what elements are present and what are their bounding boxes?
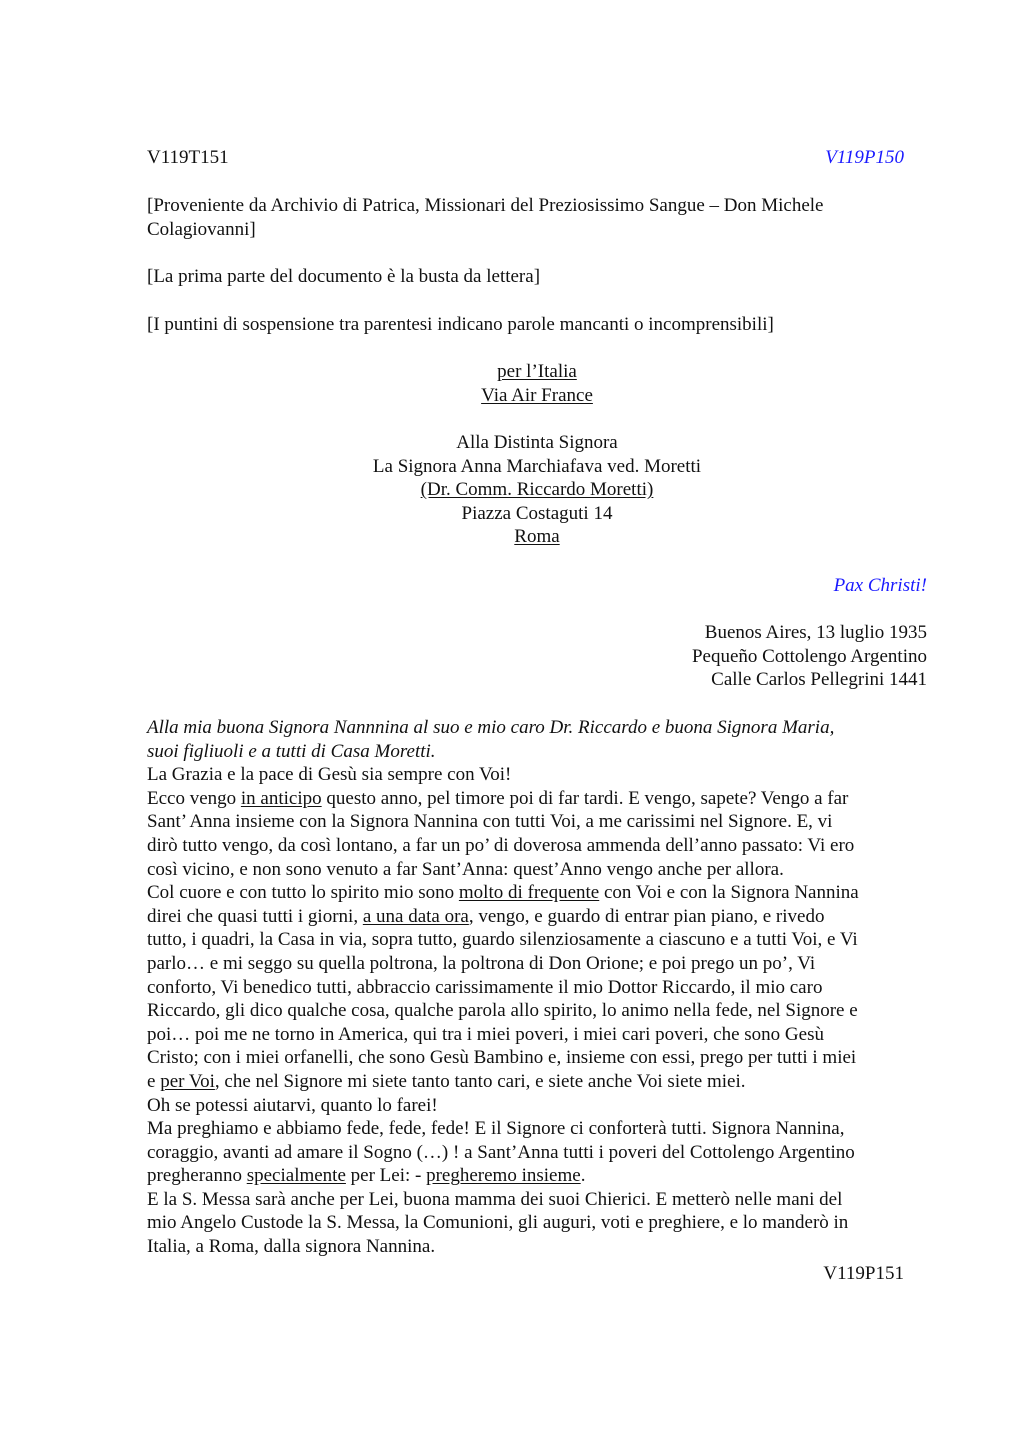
paragraph-1-line-3: dirò tutto vengo, da così lontano, a far un po’ di doverosa ammenda dell’anno passato: Vi ero — [147, 834, 855, 856]
paragraph-2-line-6: Riccardo, gli dico qualche cosa, qualche parola allo spirito, lo animo nella fede, nel Signore e — [147, 1000, 858, 1022]
underlined-molto-di-frequente: molto di frequente — [458, 882, 600, 904]
envelope-note: [La prima parte del documento è la busta da lettera] — [147, 266, 541, 287]
paragraph-5-line-1: E la S. Messa sarà anche per Lei, buona mamma dei suoi Chierici. E metterò nelle mani del — [147, 1188, 843, 1210]
paragraph-5-line-3: Italia, a Roma, dalla signora Nannina. — [147, 1236, 436, 1258]
institution: Pequeño Cottolengo Argentino — [691, 645, 927, 667]
paragraph-2-line-5: conforto, Vi benedico tutti, abbraccio carissimamente il mio Dottor Riccardo, il mio caro — [147, 976, 823, 998]
page-ref-bottom: V119P151 — [823, 1263, 904, 1284]
paragraph-2-line-7: poi… poi me ne torno in America, qui tra i miei poveri, i miei cari poveri, che sono Gesù — [147, 1023, 824, 1045]
routing-line-1: per l’Italia — [497, 361, 577, 382]
street-address: Calle Carlos Pellegrini 1441 — [711, 669, 927, 691]
paragraph-1-line-1: Ecco vengo in anticipo questo anno, pel timore poi di far tardi. E vengo, sapete? Vengo a far — [147, 787, 849, 809]
letter-heading — [147, 621, 927, 692]
page-ref-top: V119P150 — [825, 147, 904, 168]
provenance-line-1: [Proveniente da Archivio di Patrica, Missionari del Preziosissimo Sangue – Don Michele — [147, 195, 824, 216]
routing-line-2: Via Air France — [481, 384, 593, 406]
paragraph-1-line-4: così vicino, e non sono venuto a far Sant’Anna: quest’Anno vengo anche per allora. — [147, 858, 784, 880]
paragraph-4-line-2: coraggio, avanti ad amare il Sogno (…) ! a Sant’Anna tutti i poveri del Cottolengo Argentino — [147, 1141, 855, 1163]
provenance-line-2: Colagiovanni] — [147, 218, 256, 240]
paragraph-2-line-9: e per Voi, che nel Signore mi siete tanto tanto cari, e siete anche Voi siete miei. — [147, 1070, 746, 1092]
provenance-note — [147, 194, 927, 241]
paragraph-5-line-2: mio Angelo Custode la S. Messa, la Comunioni, gli auguri, voti e preghiere, e lo manderò in — [147, 1212, 849, 1234]
envelope-routing — [147, 360, 927, 407]
underlined-a-una-data-ora: a una data ora — [362, 905, 469, 927]
address-line-3: (Dr. Comm. Riccardo Moretti) — [420, 479, 654, 501]
salutation: Pax Christi! — [833, 575, 927, 596]
paragraph-4-line-3: pregheranno specialmente per Lei: - pregheremo insieme. — [147, 1165, 586, 1187]
address-line-2: La Signora Anna Marchiafava ved. Moretti — [372, 455, 702, 477]
dedication-line-1: Alla mia buona Signora Nannnina al suo e mio caro Dr. Riccardo e buona Signora Maria, — [147, 717, 835, 738]
underlined-in-anticipo: in anticipo — [240, 787, 322, 809]
letter-body — [147, 716, 927, 1259]
place-date: Buenos Aires, 13 luglio 1935 — [704, 622, 927, 643]
address-line-1: Alla Distinta Signora — [456, 432, 618, 453]
paragraph-4-line-1: Ma preghiamo e abbiamo fede, fede, fede! E il Signore ci conforterà tutti. Signora Nannina, — [147, 1118, 845, 1140]
paragraph-1-line-2: Sant’ Anna insieme con la Signora Nannina con tutti Voi, a me carissimi nel Signore. E, vi — [147, 811, 833, 833]
paragraph-2-line-1: Col cuore e con tutto lo spirito mio sono molto di frequente con Voi e con la Signora Nannina — [147, 882, 859, 904]
doc-id: V119T151 — [147, 147, 229, 168]
paragraph-3: Oh se potessi aiutarvi, quanto lo farei! — [147, 1094, 438, 1116]
paragraph-2-line-8: Cristo; con i miei orfanelli, che sono Gesù Bambino e, insieme con essi, prego per tutti i miei — [147, 1047, 857, 1069]
underlined-pregheremo-insieme: pregheremo insieme — [426, 1165, 581, 1187]
greeting: La Grazia e la pace di Gesù sia sempre con Voi! — [147, 764, 512, 786]
envelope-address — [147, 431, 927, 549]
address-line-4: Piazza Costaguti 14 — [461, 502, 613, 524]
underlined-specialmente: specialmente — [246, 1165, 346, 1187]
paragraph-2-line-3: tutto, i quadri, la Casa in via, sopra tutto, guardo silenziosamente a ciascuno e a tutti Voi, e Vi — [147, 929, 858, 951]
paragraph-2-line-2: direi che quasi tutti i giorni, a una data ora, vengo, e guardo di entrar pian piano, e rivedo — [147, 905, 825, 927]
address-line-5: Roma — [514, 526, 560, 548]
dedication-line-2: suoi figliuoli e a tutti di Casa Moretti. — [147, 740, 436, 762]
ellipsis-note: [I puntini di sospensione tra parentesi indicano parole mancanti o incomprensibili] — [147, 314, 774, 335]
underlined-per-voi: per Voi — [160, 1070, 215, 1092]
paragraph-2-line-4: parlo… e mi seggo su quella poltrona, la poltrona di Don Orione; e poi prego un po’, Vi — [147, 952, 816, 974]
